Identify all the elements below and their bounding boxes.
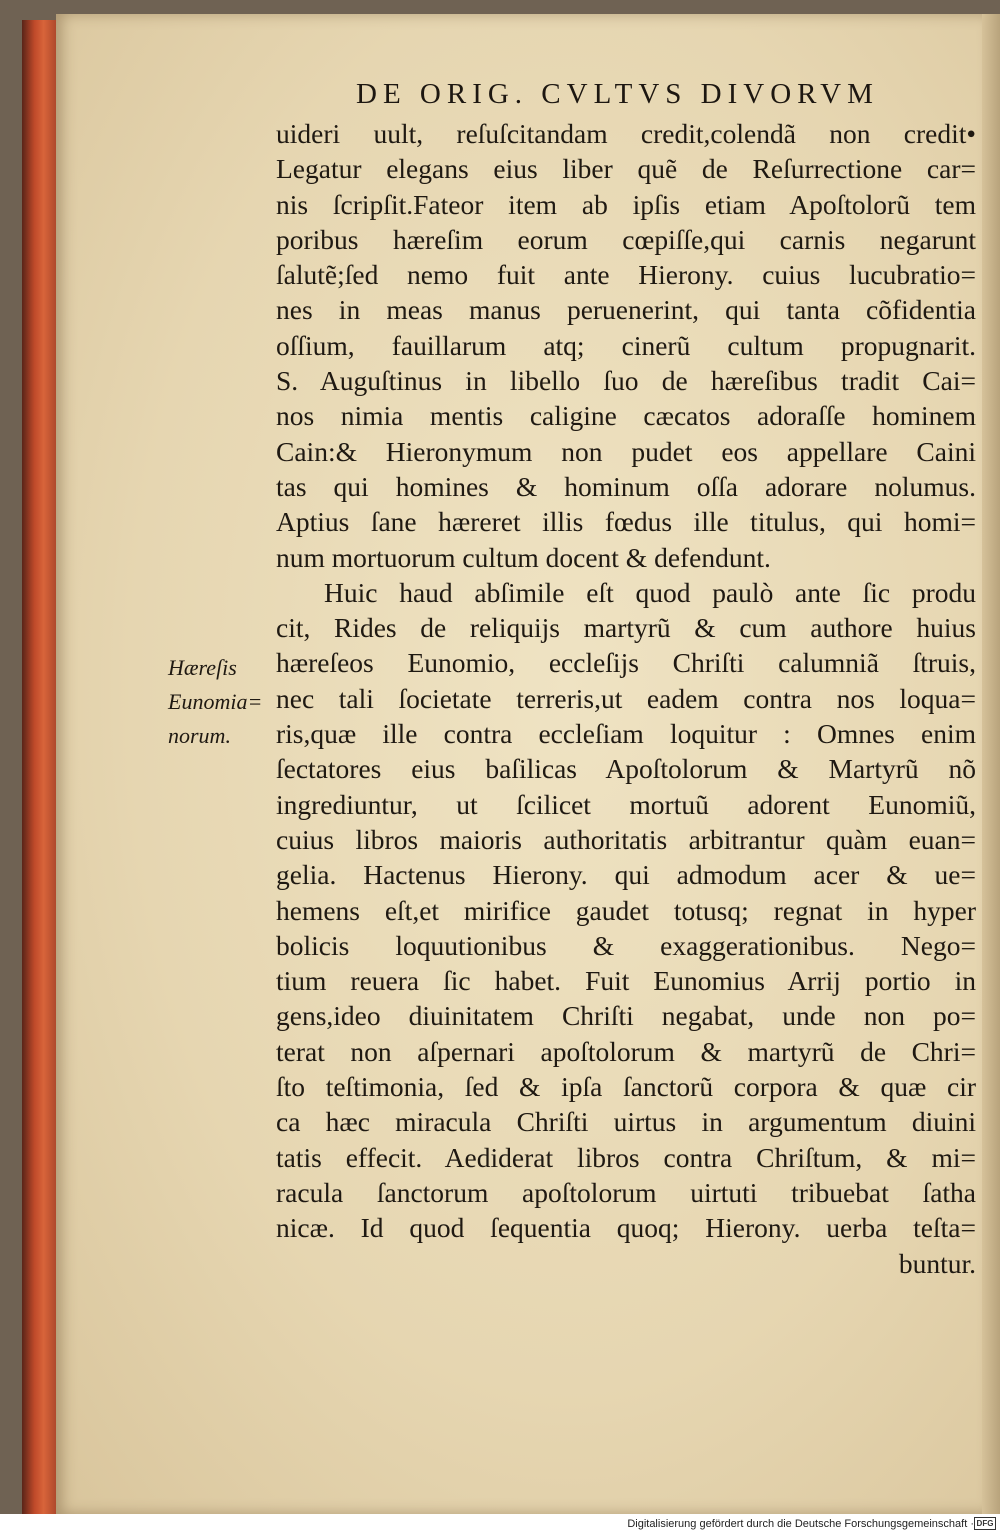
- marginal-note: [168, 651, 268, 753]
- footer-credit: Digitalisierung gefördert durch die Deutsche Forschungsgemeinschaft ·: [627, 1518, 974, 1530]
- text-line: nes in meas manus peruenerint, qui tanta cõfidentia: [276, 294, 976, 326]
- text-line: ca hæc miracula Chriſti uirtus in argumentum diuini: [276, 1106, 976, 1138]
- text-line: cit, Rides de reliquijs martyrũ & cum authore huius: [276, 612, 976, 644]
- text-line: cuius libros maioris authoritatis arbitrantur quàm euan=: [276, 823, 976, 855]
- text-line: Cain:& Hieronymum non pudet eos appellare Caini: [276, 435, 976, 467]
- dfg-logo: DFG: [974, 1517, 996, 1530]
- book-red-edge: [22, 20, 58, 1520]
- text-line: ſto teſtimonia, ſed & ipſa ſanctorũ corpora & quæ cir: [276, 1071, 976, 1103]
- text-line: buntur.: [898, 1247, 976, 1279]
- text-line: bolicis loquutionibus & exaggerationibus. Nego=: [276, 929, 976, 961]
- text-line: Huic haud abſimile eſt quod paulò ante ſic produ: [324, 576, 976, 608]
- text-line: S. Auguſtinus in libello ſuo de hæreſibus tradit Cai=: [276, 365, 976, 397]
- text-line: nis ſcripſit.Fateor item ab ipſis etiam Apoſtolorũ tem: [276, 188, 976, 220]
- text-line: num mortuorum cultum docent & defendunt.: [276, 541, 771, 573]
- text-line: terat non aſpernari apoſtolorum & martyrũ de Chri=: [276, 1035, 976, 1067]
- text-line: racula ſanctorum apoſtolorum uirtuti tribuebat ſatha: [276, 1176, 976, 1208]
- marginal-note-line: Eunomia=: [168, 689, 263, 714]
- text-line: nos nimia mentis caligine cæcatos adoraſſe hominem: [276, 400, 976, 432]
- text-line: ris,quæ ille contra eccleſiam loquitur : Omnes enim: [276, 718, 976, 750]
- text-line: tas qui homines & hominum oſſa adorare nolumus.: [276, 470, 976, 502]
- text-line: gelia. Hactenus Hierony. qui admodum acer & ue=: [276, 859, 976, 891]
- running-title: DE ORIG. CVLTVS DIVORVM: [356, 78, 879, 110]
- text-line: oſſium, fauillarum atq; cinerũ cultum propugnarit.: [276, 329, 976, 361]
- text-line: ſectatores eius baſilicas Apoſtolorum & Martyrũ nõ: [276, 753, 976, 785]
- text-line: Legatur elegans eius liber quẽ de Reſurrectione car=: [276, 153, 976, 185]
- text-line: uideri uult, reſuſcitandam credit,colendã non credit•: [276, 118, 976, 149]
- text-line: nicæ. Id quod ſequentia quoq; Hierony. uerba teſta=: [276, 1212, 976, 1244]
- text-line: nec tali ſocietate terreris,ut eadem contra nos loqua=: [276, 682, 976, 714]
- text-line: ſalutẽ;ſed nemo fuit ante Hierony. cuius lucubratio=: [276, 259, 976, 291]
- text-line: tatis effecit. Aediderat libros contra Chriſtum, & mi=: [276, 1141, 976, 1173]
- text-line: Aptius ſane hæreret illis fœdus ille titulus, qui homi=: [276, 506, 976, 538]
- marginal-note-line: Hæreſis: [168, 655, 237, 680]
- text-line: hæreſeos Eunomio, eccleſijs Chriſti calumniã ſtruis,: [276, 647, 976, 679]
- text-line: tium reuera ſic habet. Fuit Eunomius Arrij portio in: [276, 965, 976, 997]
- text-line: poribus hæreſim eorum cœpiſſe,qui carnis negarunt: [276, 223, 976, 255]
- page-right-edge: [982, 14, 1000, 1514]
- text-line: ingrediuntur, ut ſcilicet mortuũ adorent Eunomiũ,: [276, 788, 976, 820]
- marginal-note-line: norum.: [168, 723, 231, 748]
- text-line: gens,ideo diuinitatem Chriſti negabat, unde non po=: [276, 1000, 976, 1032]
- text-line: hemens eſt,et mirifice gaudet totusq; regnat in hyper: [276, 894, 976, 926]
- body-text: [276, 116, 976, 1281]
